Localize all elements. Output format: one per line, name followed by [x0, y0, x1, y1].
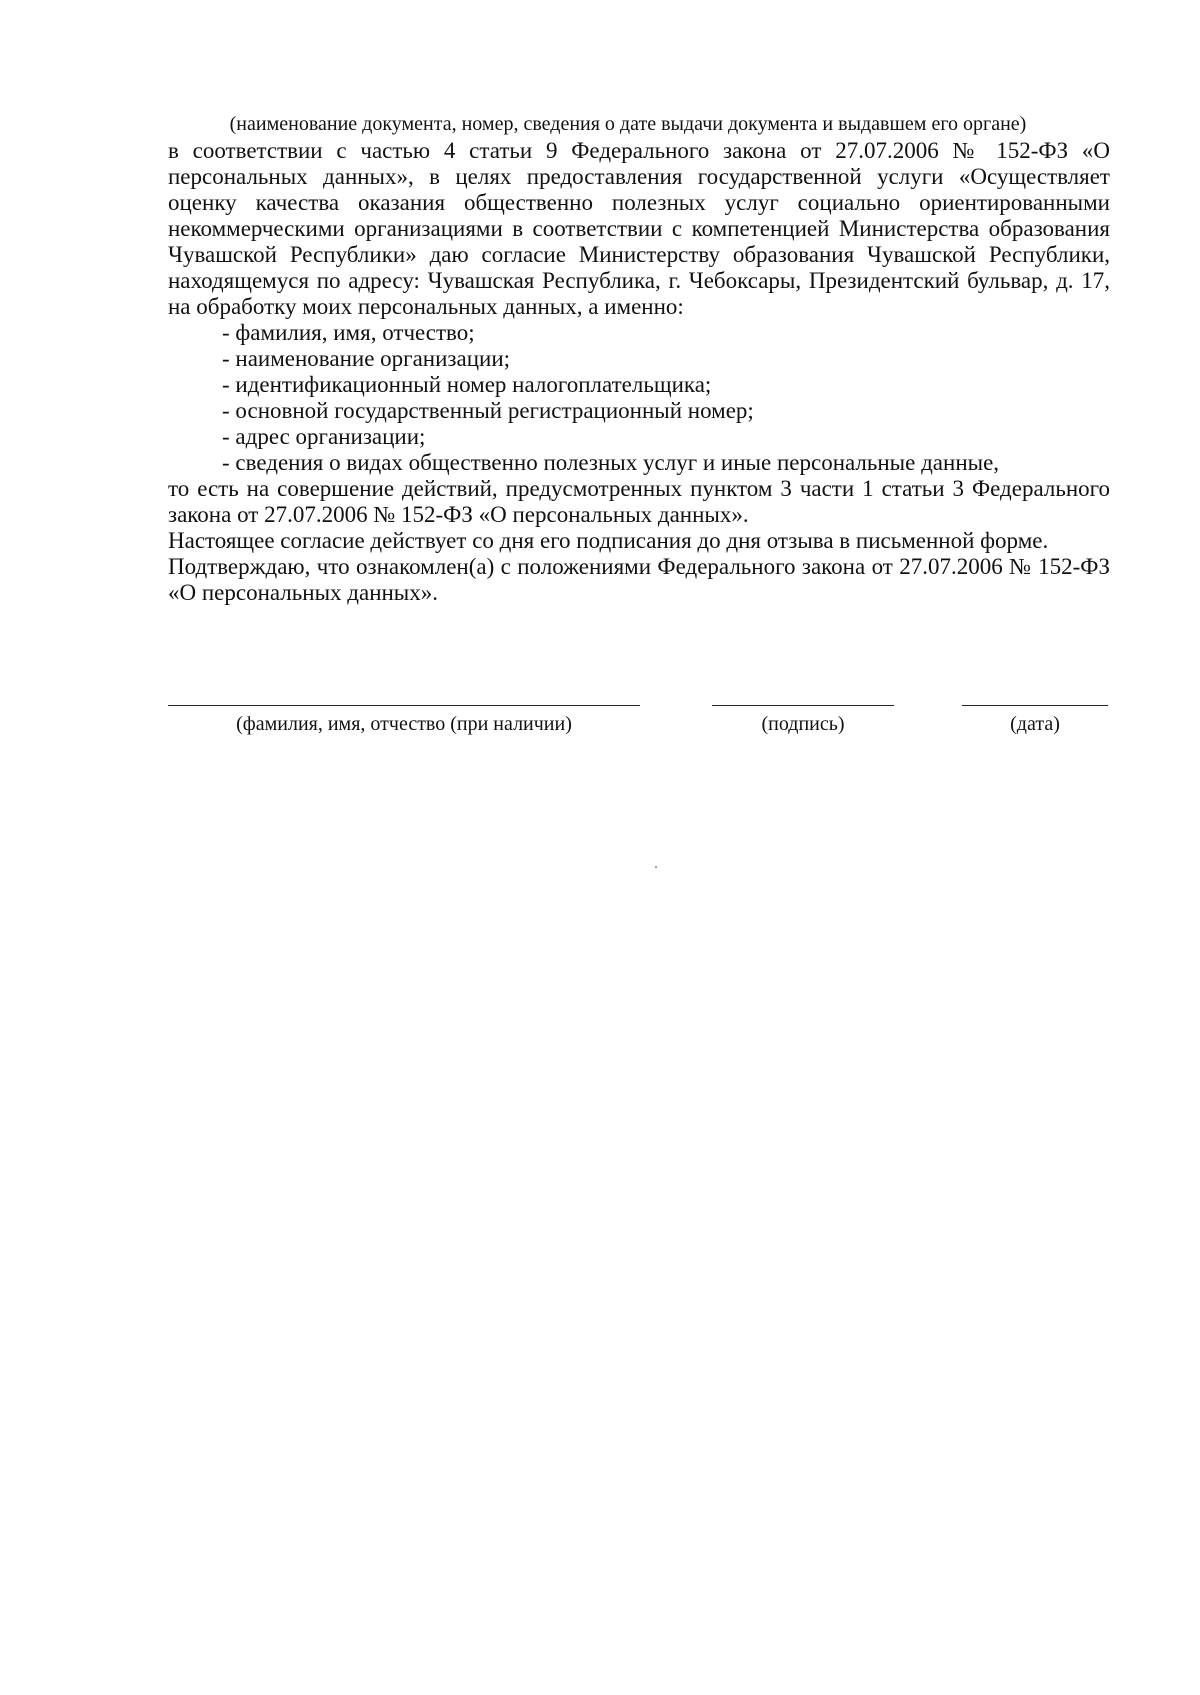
list-item: - идентификационный номер налогоплательщика;: [222, 372, 712, 397]
list-item: - адрес организации;: [222, 424, 426, 449]
consent-paragraph-validity: Настоящее согласие действует со дня его подписания до дня отзыва в письменной форме.: [168, 528, 1049, 553]
signature-line: [712, 705, 894, 706]
signature-caption: (подпись): [761, 713, 845, 735]
list-item: - наименование организации;: [222, 346, 511, 371]
name-signature-line: [168, 705, 640, 706]
name-caption: (фамилия, имя, отчество (при наличии): [236, 713, 572, 735]
list-item: - сведения о видах общественно полезных услуг и иные персональные данные,: [222, 450, 1000, 475]
document-details-caption: (наименование документа, номер, сведения о дате выдачи документа и выдавшем его органе): [229, 113, 1027, 135]
scan-speck: [655, 866, 657, 868]
date-line: [962, 705, 1108, 706]
list-item: - фамилия, имя, отчество;: [222, 320, 475, 345]
consent-body: [168, 138, 1110, 606]
consent-paragraph-intro: в соответствии с частью 4 статьи 9 Федерального закона от 27.07.2006 № 152-ФЗ «О персональных данных», в целях предоставления государственной услуги «Осуществляет оценку качества оказания общественно полезных услуг социально ориентированными некоммерческими организациями в соответствии с компетенцией Министерства образования Чувашской Республики» даю согласие Министерству образования Чувашской Республики, находящемуся по адресу: Чувашская Республика, г. Чебоксары, Президентский бульвар, д. 17, на обработку моих персональных данных, а именно:: [168, 138, 1110, 319]
personal-data-list: [168, 320, 1110, 476]
date-caption: (дата): [1010, 713, 1060, 735]
consent-paragraph-acknowledgement: Подтверждаю, что ознакомлен(а) с положениями Федерального закона от 27.07.2006 № 152-ФЗ «О персональных данных».: [168, 554, 1110, 605]
list-item: - основной государственный регистрационный номер;: [222, 398, 754, 423]
consent-paragraph-actions: то есть на совершение действий, предусмотренных пунктом 3 части 1 статьи 3 Федерального закона от 27.07.2006 № 152-ФЗ «О персональных данных».: [168, 476, 1110, 527]
